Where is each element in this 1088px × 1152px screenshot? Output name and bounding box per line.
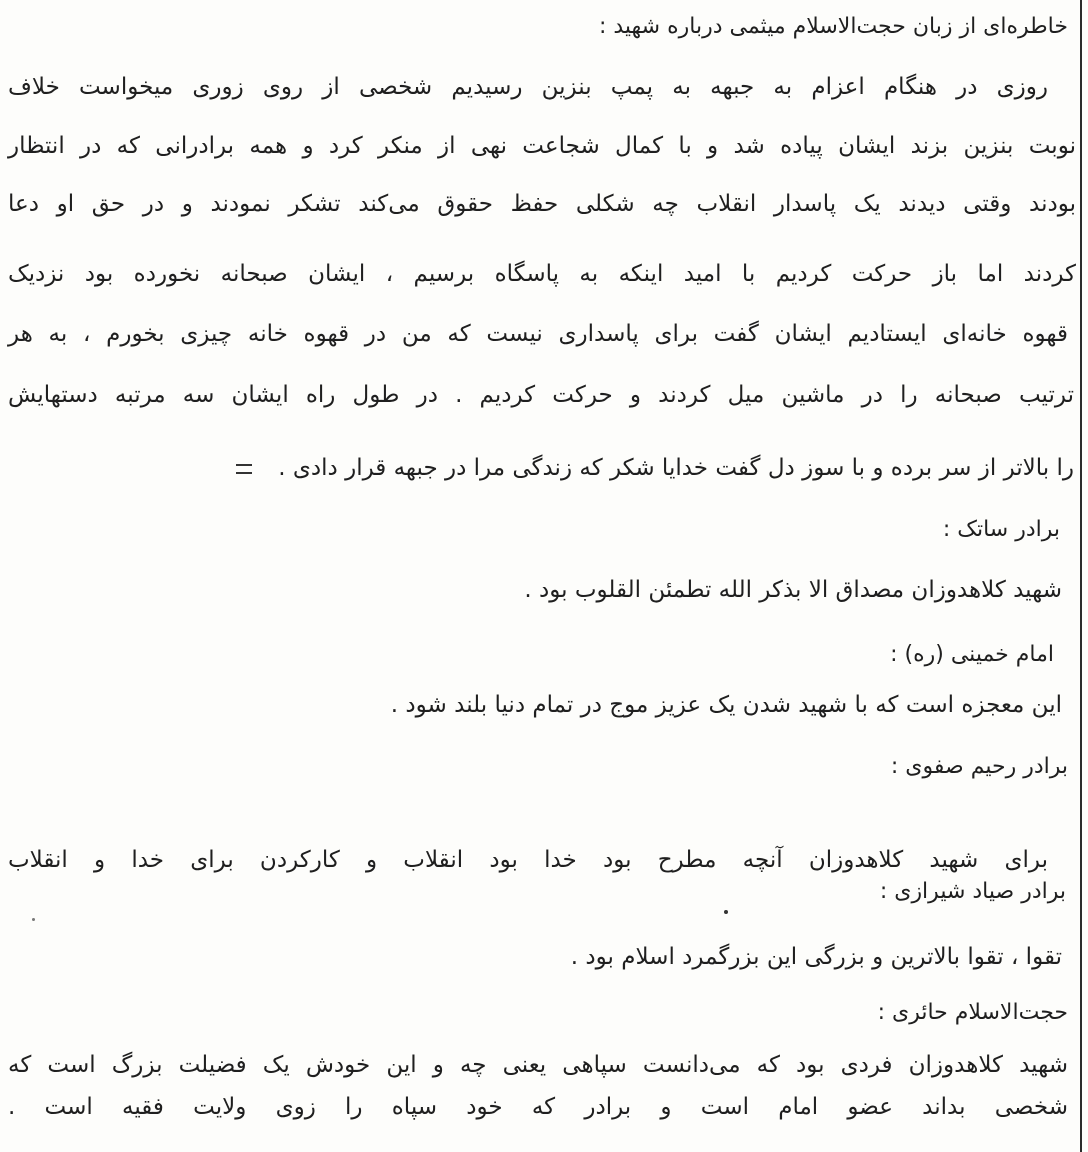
paragraph-line: نوبت بنزین بزند ایشان پیاده شد و با کمال شجاعت نهی از منکر کرد و همه برادرانی که در انتظار xyxy=(8,133,1076,159)
quote-text: تقوا ، تقوا بالاترین و بزرگی این بزرگمرد اسلام بود . xyxy=(570,944,1062,970)
paragraph-line: قهوه خانه‌ای ایستادیم ایشان گفت برای پاسداری نیست که من در قهوه خانه چیزی بخورم ، به هر xyxy=(8,321,1068,347)
speaker-heading: برادر رحیم صفوی : xyxy=(890,754,1068,779)
document-title: خاطره‌ای از زبان حجت‌الاسلام میثمی درباره شهید : xyxy=(598,14,1068,39)
ink-dot xyxy=(724,910,728,914)
quote-text: برای شهید کلاهدوزان آنچه مطرح بود خدا بود انقلاب و کارکردن برای خدا و انقلاب xyxy=(8,847,1048,873)
speaker-heading: برادر صیاد شیرازی : xyxy=(879,879,1066,904)
underline-mark xyxy=(236,464,252,474)
speaker-heading: امام خمینی (ره) : xyxy=(890,642,1054,667)
ink-dot xyxy=(32,918,35,921)
paragraph-line: روزی در هنگام اعزام به جبهه به پمپ بنزین رسیدیم شخصی از روی زوری میخواست خلاف xyxy=(8,74,1048,100)
quote-text: شهید کلاهدوزان مصداق الا بذکر الله تطمئن القلوب بود . xyxy=(524,577,1062,603)
paragraph-line: را بالاتر از سر برده و با سوز دل گفت خدایا شکر که زندگی مرا در جبهه قرار دادی . xyxy=(278,455,1074,481)
paragraph-line: ترتیب صبحانه را در ماشین میل کردند و حرکت کردیم . در طول راه ایشان سه مرتبه دستهایش xyxy=(8,382,1074,408)
speaker-heading: حجت‌الاسلام حائری : xyxy=(877,1000,1068,1025)
paragraph-line: بودند وقتی دیدند یک پاسدار انقلاب چه شکلی حفظ حقوق می‌کند تشکر نمودند و در حق او دعا xyxy=(8,191,1076,217)
page-border-line xyxy=(1080,0,1082,1152)
paragraph-line: کردند اما باز حرکت کردیم با امید اینکه به پاسگاه برسیم ، ایشان صبحانه نخورده بود نزدیک xyxy=(8,261,1076,287)
quote-text: این معجزه است که با شهید شدن یک عزیز موج در تمام دنیا بلند شود . xyxy=(390,692,1062,718)
speaker-heading: برادر ساتک : xyxy=(942,517,1060,542)
quote-text: شهید کلاهدوزان فردی بود که می‌دانست سپاهی یعنی چه و این خودش یک فضیلت بزرگ است که xyxy=(8,1052,1068,1078)
quote-text: شخصی بداند عضو امام است و برادر که خود سپاه را زوی ولایت فقیه است . xyxy=(8,1094,1068,1120)
